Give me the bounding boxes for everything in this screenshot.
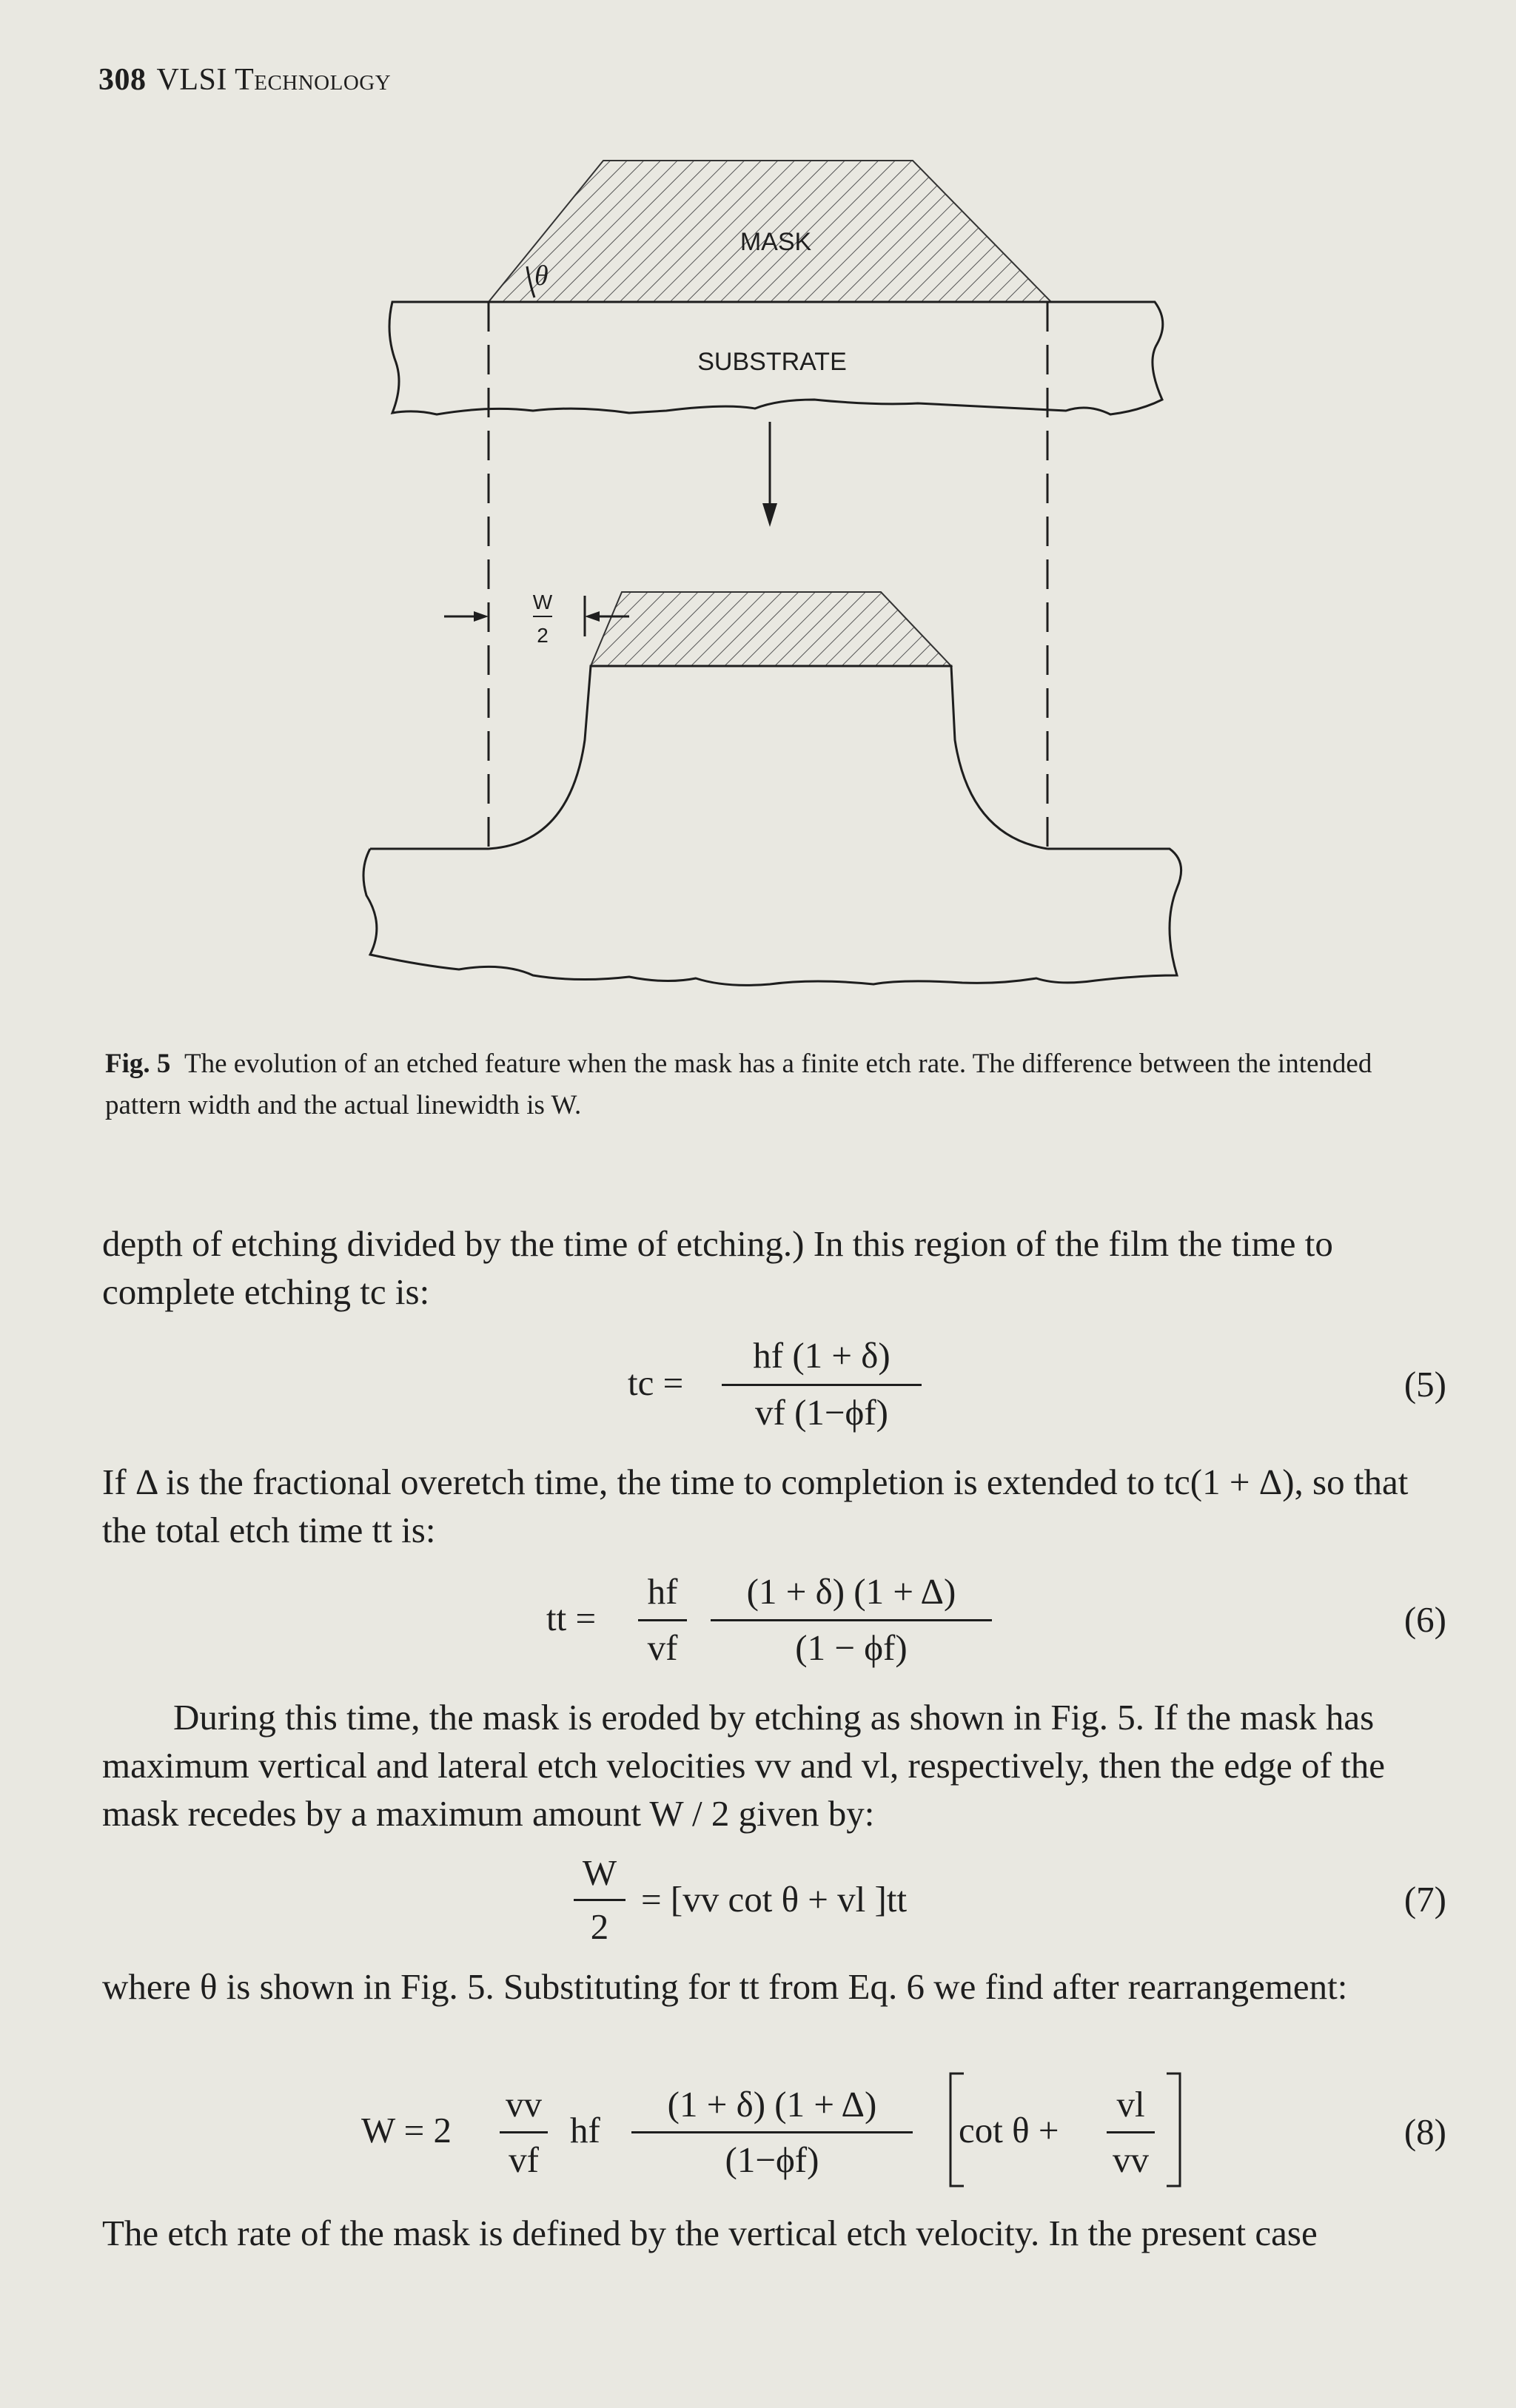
eq5-lhs: tc = bbox=[628, 1362, 684, 1403]
eq8-numerator-2: (1 + δ) (1 + Δ) bbox=[667, 2084, 877, 2125]
paragraph-2: If Δ is the fractional overetch time, the time to completion is extended to tc(1 + Δ), so that the total etch time tt is: bbox=[102, 1462, 1409, 1550]
eq6-bar-1 bbox=[638, 1619, 687, 1621]
eq6-bar-2 bbox=[711, 1619, 992, 1621]
substrate-label: SUBSTRATE bbox=[697, 348, 847, 376]
eq8-numerator-3: vl bbox=[1116, 2084, 1145, 2125]
eq5-numerator: hf (1 + δ) bbox=[753, 1335, 891, 1376]
eq8-denominator-3: vv bbox=[1113, 2139, 1149, 2180]
eq5-fraction-bar bbox=[722, 1384, 922, 1386]
eq8-denominator-2: (1−ϕf) bbox=[725, 2139, 819, 2180]
down-arrow-head bbox=[762, 503, 777, 527]
w-label: W bbox=[532, 591, 553, 613]
w-denominator: 2 bbox=[537, 624, 549, 647]
eq7-denominator: 2 bbox=[590, 1906, 609, 1947]
eq5-denominator: vf (1−ϕf) bbox=[755, 1392, 888, 1433]
eq5-number: (5) bbox=[1403, 1364, 1446, 1405]
eq7-numerator: W bbox=[582, 1852, 617, 1893]
final-mask bbox=[591, 592, 951, 666]
eq7-bar bbox=[574, 1899, 625, 1901]
lower-substrate bbox=[363, 849, 1181, 985]
caption-label: Fig. 5 bbox=[105, 1049, 171, 1079]
paragraph-4: where θ is shown in Fig. 5. Substituting for tt from Eq. 6 we find after rearrangement: bbox=[102, 1966, 1348, 2007]
eq8-mid: hf bbox=[570, 2110, 600, 2150]
etched-feature bbox=[489, 666, 1047, 849]
eq6-numerator-2: (1 + δ) (1 + Δ) bbox=[746, 1571, 956, 1612]
caption-text: The evolution of an etched feature when the mask has a finite etch rate. The difference between the intended pattern width and the actual linewidth is W. bbox=[105, 1049, 1372, 1120]
eq8-bar-3 bbox=[1107, 2131, 1155, 2133]
eq8-number: (8) bbox=[1403, 2111, 1446, 2152]
eq7-number: (7) bbox=[1403, 1879, 1446, 1920]
mask-label: MASK bbox=[739, 228, 812, 256]
running-title: VLSI Technology bbox=[156, 63, 392, 97]
eq6-lhs: tt = bbox=[546, 1598, 597, 1638]
theta-label: θ bbox=[534, 260, 549, 292]
etch-evolution-figure bbox=[0, 0, 1516, 1036]
eq6-denominator-1: vf bbox=[647, 1627, 678, 1668]
eq8-bar-1 bbox=[500, 2131, 548, 2133]
eq6-denominator-2: (1 − ϕf) bbox=[795, 1627, 908, 1668]
eq8-numerator-1: vv bbox=[506, 2084, 542, 2125]
w-arrow-left-head bbox=[474, 611, 489, 622]
eq8-denominator-1: vf bbox=[509, 2139, 539, 2180]
eq6-numerator-1: hf bbox=[647, 1571, 678, 1612]
eq7-rhs: = [vv cot θ + vl ]tt bbox=[641, 1879, 908, 1920]
eq6-number: (6) bbox=[1403, 1599, 1446, 1640]
eq8-bracket-text: cot θ + bbox=[959, 2110, 1059, 2150]
page-number: 308 bbox=[98, 63, 147, 97]
eq8-bar-2 bbox=[631, 2131, 913, 2133]
paragraph-5: The etch rate of the mask is defined by the vertical etch velocity. In the present case bbox=[102, 2213, 1318, 2253]
figure-caption bbox=[105, 1043, 1452, 1126]
paragraph-1: depth of etching divided by the time of etching.) In this region of the film the time to complete etching tc is: bbox=[102, 1223, 1333, 1312]
w-arrow-right-head bbox=[585, 611, 600, 622]
paragraph-3: During this time, the mask is eroded by etching as shown in Fig. 5. If the mask has maximum vertical and lateral etch velocities vv and vl, respectively, then the edge of the mask recedes by a maximum amount W / 2 given by: bbox=[102, 1697, 1385, 1834]
eq8-lhs: W = 2 bbox=[361, 2110, 452, 2150]
